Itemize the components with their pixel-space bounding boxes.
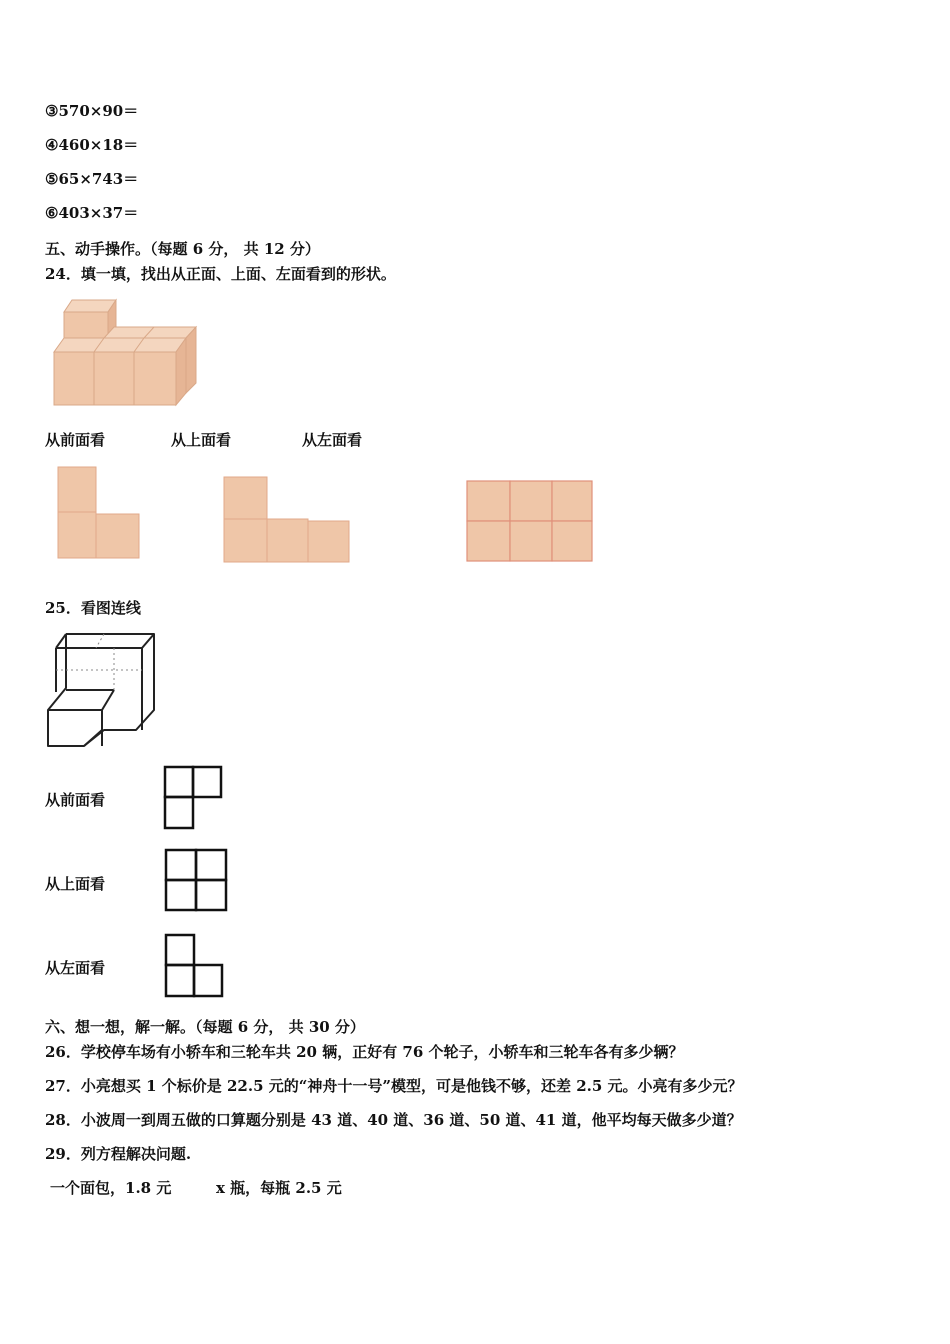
q29-info-bottles: x 瓶，每瓶 2.5 元 [216,1179,342,1197]
q24-label-top: 从上面看 [171,431,232,449]
q28-text: 28．小波周一到周五做的口算题分别是 43 道、40 道、36 道、50 道、41 道，他平均每天做多少道？ [45,1111,742,1129]
q25-option-shape-2[interactable] [162,847,230,915]
q29-info-bread: 一个面包，1.8 元 [50,1179,172,1197]
calc-item-6: ⑥403×37＝ [45,204,139,222]
q25-option-shape-1[interactable] [162,764,226,832]
q24-label-left: 从左面看 [302,431,363,449]
q25-label-left: 从左面看 [45,959,106,977]
q24-cube-figure [48,295,208,410]
calc-item-4: ④460×18＝ [45,136,139,154]
q27-text: 27．小亮想买 1 个标价是 22.5 元的“神舟十一号”模型，可是他钱不够，还差 2.5 元。小亮有多少元？ [45,1077,743,1095]
q24-label-front: 从前面看 [45,431,106,449]
q25-label-front: 从前面看 [45,791,106,809]
section6-heading: 六、想一想，解一解。（每题 6 分， 共 30 分） [45,1018,365,1036]
q25-cube-figure [44,630,159,750]
q24-text: 24．填一填，找出从正面、上面、左面看到的形状。 [45,265,396,283]
q25-text: 25．看图连线 [45,599,141,617]
q24-top-view [221,475,353,565]
q25-option-shape-3[interactable] [162,932,226,1000]
q24-front-view [55,465,143,561]
section5-heading: 五、动手操作。（每题 6 分， 共 12 分） [45,240,320,258]
q29-text: 29．列方程解决问题. [45,1145,192,1163]
calc-item-3: ③570×90＝ [45,102,139,120]
calc-item-5: ⑤65×743＝ [45,170,139,188]
q24-left-view [464,478,596,564]
q25-label-top: 从上面看 [45,875,106,893]
q26-text: 26．学校停车场有小轿车和三轮车共 20 辆，正好有 76 个轮子，小轿车和三轮车各有多少辆？ [45,1043,684,1061]
